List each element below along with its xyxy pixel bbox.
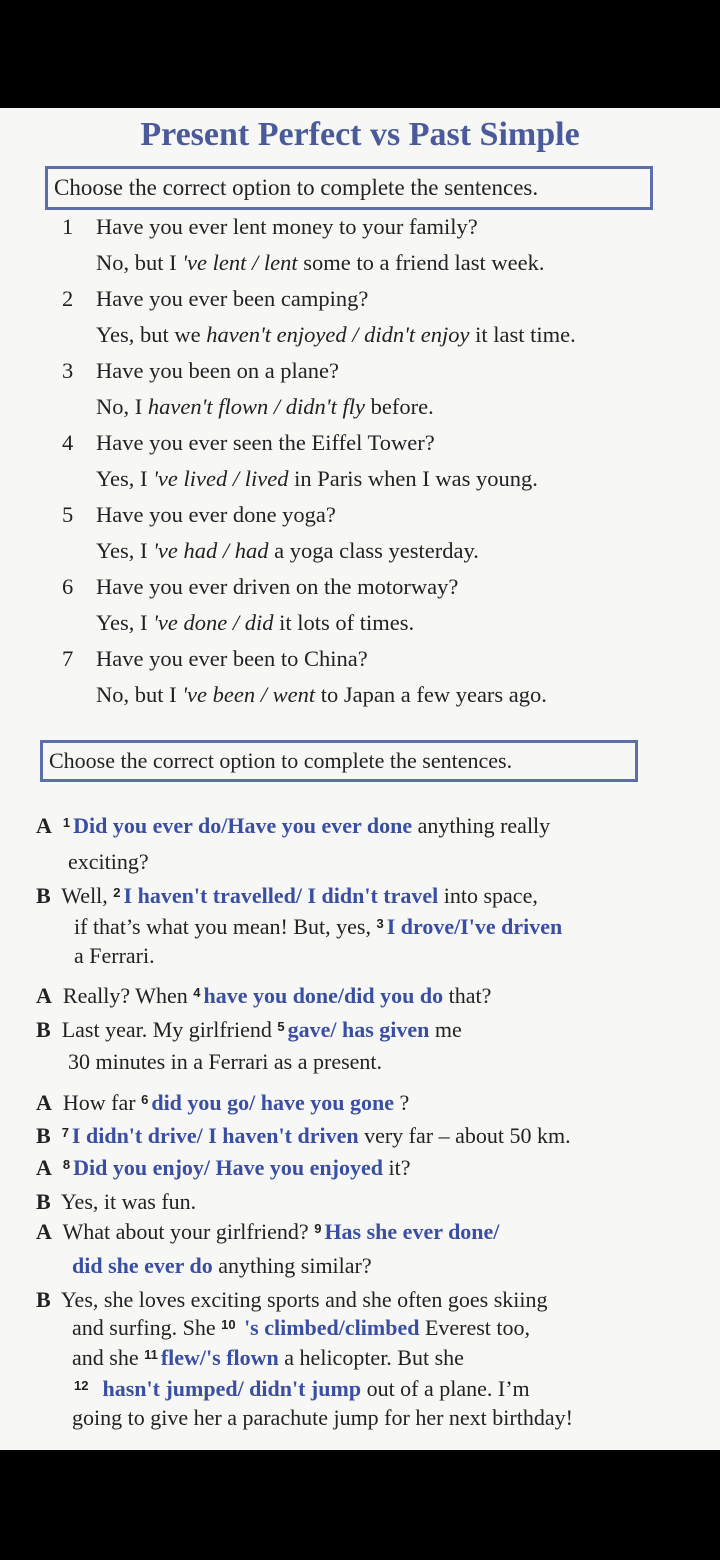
answer-text: Yes, I xyxy=(96,538,154,563)
speaker-label: A xyxy=(36,983,52,1008)
list-item xyxy=(0,500,720,572)
list-item xyxy=(0,284,720,356)
line-text: into space, xyxy=(438,883,538,908)
item-number: 7 xyxy=(62,646,74,671)
dialogue-line: going to give her a parachute jump for her next birthday! xyxy=(72,1405,573,1430)
line-text: ? xyxy=(394,1090,410,1115)
item-answer xyxy=(96,538,479,564)
gap-number: 10 xyxy=(221,1317,236,1332)
line-text: How far xyxy=(62,1090,142,1115)
speaker-label: A xyxy=(36,1090,52,1115)
item-question: Have you ever lent money to your family? xyxy=(96,214,478,239)
gap-number: 5 xyxy=(277,1019,285,1034)
dialogue-line xyxy=(36,1287,548,1313)
answer-text: Yes, I xyxy=(96,610,154,635)
answer-options: 've been / went xyxy=(182,682,316,707)
answer-options: Has she ever done/ xyxy=(324,1219,500,1244)
dialogue-line xyxy=(36,1219,499,1245)
dialogue-line xyxy=(36,813,550,839)
gap-number: 2 xyxy=(113,885,121,900)
item-answer xyxy=(96,394,434,420)
item-answer xyxy=(96,610,414,636)
line-text: that? xyxy=(443,983,492,1008)
list-item xyxy=(0,644,720,716)
speaker-label: B xyxy=(36,1287,51,1312)
line-text: Really? When xyxy=(62,983,194,1008)
answer-options: hasn't jumped/ didn't jump xyxy=(102,1376,362,1401)
answer-options: I haven't travelled/ I didn't travel xyxy=(123,883,439,908)
item-question: Have you been on a plane? xyxy=(96,358,340,383)
speaker-label: A xyxy=(36,1219,52,1244)
answer-text: a yoga class yesterday. xyxy=(268,538,479,563)
answer-options: 've done / did xyxy=(153,610,274,635)
item-answer xyxy=(96,250,544,276)
item-question: Have you ever been camping? xyxy=(96,286,369,311)
exercise2-instruction: Choose the correct option to complete the sentences. xyxy=(40,740,638,782)
dialogue-line xyxy=(74,1376,530,1402)
line-text: it? xyxy=(382,1155,411,1180)
item-question: Have you ever seen the Eiffel Tower? xyxy=(96,430,435,455)
line-text: very far – about 50 km. xyxy=(358,1123,571,1148)
dialogue-line xyxy=(72,1345,464,1371)
dialogue-line xyxy=(36,1155,410,1181)
gap-number: 4 xyxy=(193,985,201,1000)
item-number: 3 xyxy=(62,358,74,383)
exercise1-list xyxy=(0,212,720,716)
answer-text: to Japan a few years ago. xyxy=(315,682,547,707)
line-text: anything really xyxy=(412,813,551,838)
speaker-label: B xyxy=(36,1123,51,1148)
answer-text: some to a friend last week. xyxy=(297,250,545,275)
line-text: What about your girlfriend? xyxy=(62,1219,315,1244)
item-answer xyxy=(96,682,547,708)
list-item xyxy=(0,356,720,428)
speaker-label: A xyxy=(36,813,52,838)
dialogue-line xyxy=(36,1017,462,1043)
item-number: 1 xyxy=(62,214,74,239)
answer-options: Did you ever do/Have you ever done xyxy=(73,813,413,838)
dialogue-line xyxy=(36,1090,409,1116)
gap-number: 1 xyxy=(62,815,71,830)
speaker-label: A xyxy=(36,1155,52,1180)
answer-options: did you go/ have you gone xyxy=(151,1090,394,1115)
page-title: Present Perfect vs Past Simple xyxy=(140,116,580,153)
line-text: if that’s what you mean! But, yes, xyxy=(74,914,377,939)
answer-text: Yes, but we xyxy=(96,322,207,347)
gap-number: 11 xyxy=(144,1347,158,1362)
dialogue-line xyxy=(36,883,538,909)
line-text: Last year. My girlfriend xyxy=(61,1017,278,1042)
exercise1-instruction: Choose the correct option to complete the sentences. xyxy=(45,166,653,210)
list-item xyxy=(0,572,720,644)
worksheet xyxy=(0,108,720,1450)
dialogue-line xyxy=(72,1253,372,1279)
gap-number: 3 xyxy=(376,916,384,931)
answer-options: I drove/I've driven xyxy=(386,914,563,939)
answer-options: gave/ has given xyxy=(287,1017,430,1042)
answer-options: flew/'s flown xyxy=(160,1345,279,1370)
item-answer xyxy=(96,466,538,492)
answer-options: 's climbed/climbed xyxy=(244,1315,420,1340)
dialogue-line: a Ferrari. xyxy=(74,943,155,968)
answer-options: 've lent / lent xyxy=(182,250,298,275)
line-text: out of a plane. I’m xyxy=(361,1376,530,1401)
dialogue-line xyxy=(72,1315,530,1341)
answer-options: I didn't drive/ I haven't driven xyxy=(71,1123,359,1148)
line-text: Everest too, xyxy=(419,1315,531,1340)
answer-options: 've lived / lived xyxy=(153,466,289,491)
answer-text: before. xyxy=(364,394,434,419)
answer-text: it last time. xyxy=(469,322,576,347)
line-text: Yes, she loves exciting sports and she often goes skiing xyxy=(60,1287,548,1312)
answer-text: No, I xyxy=(96,394,148,419)
speaker-label: B xyxy=(36,883,51,908)
speaker-label: B xyxy=(36,1189,51,1214)
line-text: Yes, it was fun. xyxy=(60,1189,197,1214)
item-question: Have you ever done yoga? xyxy=(96,502,336,527)
list-item xyxy=(0,212,720,284)
answer-options: haven't flown / didn't fly xyxy=(147,394,365,419)
gap-number: 7 xyxy=(61,1125,69,1140)
item-number: 5 xyxy=(62,502,74,527)
line-text: and surfing. She xyxy=(72,1315,222,1340)
gap-number: 6 xyxy=(141,1092,149,1107)
line-text: anything similar? xyxy=(212,1253,372,1278)
dialogue-line xyxy=(36,1123,571,1149)
dialogue-line: exciting? xyxy=(68,849,149,874)
dialogue-line: 30 minutes in a Ferrari as a present. xyxy=(68,1049,383,1074)
line-text: me xyxy=(429,1017,462,1042)
answer-text: it lots of times. xyxy=(273,610,415,635)
line-text: Well, xyxy=(61,883,114,908)
answer-text: No, but I xyxy=(96,250,183,275)
item-question: Have you ever driven on the motorway? xyxy=(96,574,459,599)
gap-number: 9 xyxy=(314,1221,322,1236)
answer-text: No, but I xyxy=(96,682,183,707)
item-number: 6 xyxy=(62,574,74,599)
answer-options: Did you enjoy/ Have you enjoyed xyxy=(73,1155,383,1180)
dialogue-line xyxy=(36,983,491,1009)
answer-text: in Paris when I was young. xyxy=(288,466,538,491)
speaker-label: B xyxy=(36,1017,51,1042)
line-text: and she xyxy=(72,1345,145,1370)
dialogue-line xyxy=(36,1189,196,1215)
item-question: Have you ever been to China? xyxy=(96,646,368,671)
item-number: 4 xyxy=(62,430,74,455)
answer-options: did she ever do xyxy=(72,1253,213,1278)
answer-text: Yes, I xyxy=(96,466,154,491)
answer-options: 've had / had xyxy=(153,538,269,563)
dialogue-line xyxy=(74,914,562,940)
item-number: 2 xyxy=(62,286,74,311)
answer-options: have you done/did you do xyxy=(203,983,444,1008)
gap-number: 12 xyxy=(74,1378,89,1393)
list-item xyxy=(0,428,720,500)
answer-options: haven't enjoyed / didn't enjoy xyxy=(206,322,470,347)
item-answer xyxy=(96,322,576,348)
line-text: a helicopter. But she xyxy=(278,1345,464,1370)
gap-number: 8 xyxy=(62,1157,71,1172)
